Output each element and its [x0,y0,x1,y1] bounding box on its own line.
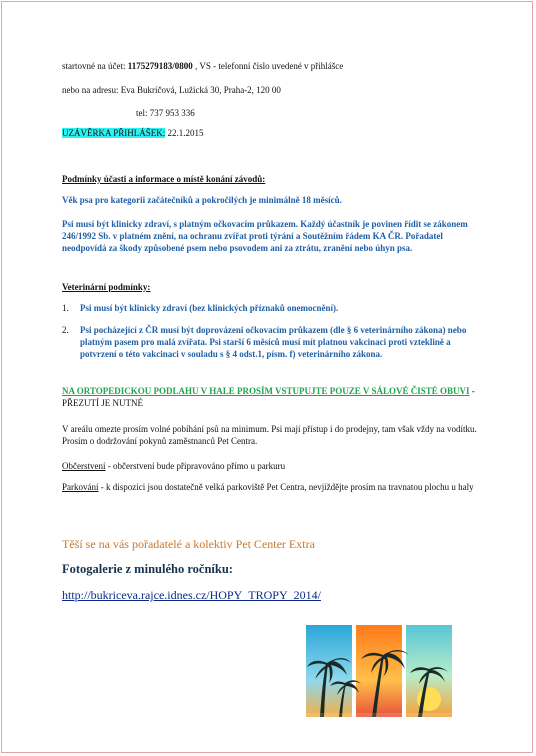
orthopedic-notice: NA ORTOPEDICKOU PODLAHU V HALE PROSÍM VSTUPUJTE POUZE V SÁLOVÉ ČISTÉ OBUVI - PŘEZUTÍ JE NUTNÉ [62,386,475,408]
closing-line: Těší se na vás pořadatelé a kolektiv Pet Center Extra [62,537,315,551]
gallery-link[interactable]: http://bukriceva.rajce.idnes.cz/HOPY_TROPY_2014/ [62,588,321,602]
deadline-date: 22.1.2015 [165,128,204,138]
deadline-label: UZÁVĚRKA PŘIHLÁŠEK: [62,128,166,138]
parking-paragraph: Parkování - k dispozici jsou dostatečně velká parkoviště Pet Centra, nevjíždějte prosím na travnatou plochu u haly [62,482,474,492]
deadline-line [62,127,204,139]
payment-account-line: startovné na účet: 1175279183/0800 , VS - telefonní číslo uvedené v přihlášce [62,61,344,71]
address-line: nebo na adresu: Eva Bukričová, Lužická 30, Praha-2, 120 00 [62,85,281,95]
account-number: 1175279183/0800 [127,61,193,71]
age-requirement: Věk psa pro kategorii začátečníků a pokročilých je minimálně 18 měsíců. [62,195,342,205]
health-paragraph: Psi musí být klinicky zdraví, s platným očkovacím průkazem. Každý účastník je povinen řídit se zákonem 246/1992 Sb. v platném znění, na ochranu zvířat proti týrání a Soutěžním řádem KA ČR. Pořadatel neodpovídá za škody způsobené psem nebo psovodem ani za ztrátu, zranění nebo úhyn psa. [62,219,468,253]
conditions-heading: Podmínky účasti a informace o místě konání závodů: [62,174,266,184]
vet-heading: Veterinární podmínky: [62,282,151,292]
vet-item-1: 1. Psi musí být klinicky zdraví (bez klinických příznaků onemocnění). [62,303,339,313]
refreshments-line: Občerstvení - občerstvení bude připravováno přímo u parkuru [62,461,286,471]
page-border [1,1,533,753]
tropical-palms-image [306,625,452,717]
phone-line: tel: 737 953 336 [136,108,195,118]
gallery-heading: Fotogalerie z minulého ročníku: [62,562,233,576]
dogs-paragraph: V areálu omezte prosím volné pobíhání psů na minimum. Psi mají přístup i do prodejny, tam však vždy na vodítku. Prosím o dodržování pokynů zaměstnanců Pet Centra. [62,424,477,446]
vet-item-2: 2. Psi pocházející z ČR musí být doprovázeni očkovacím průkazem (dle § 6 veterinárního zákona) nebo platným pasem pro malá zvířata. Psi starší 6 měsíců musí mít platnou vakcinaci proti vzteklině a potvrzení o této vakcinaci v souladu s § 4 odst.1, písm. f) veterinárního zákona. [62,325,467,359]
